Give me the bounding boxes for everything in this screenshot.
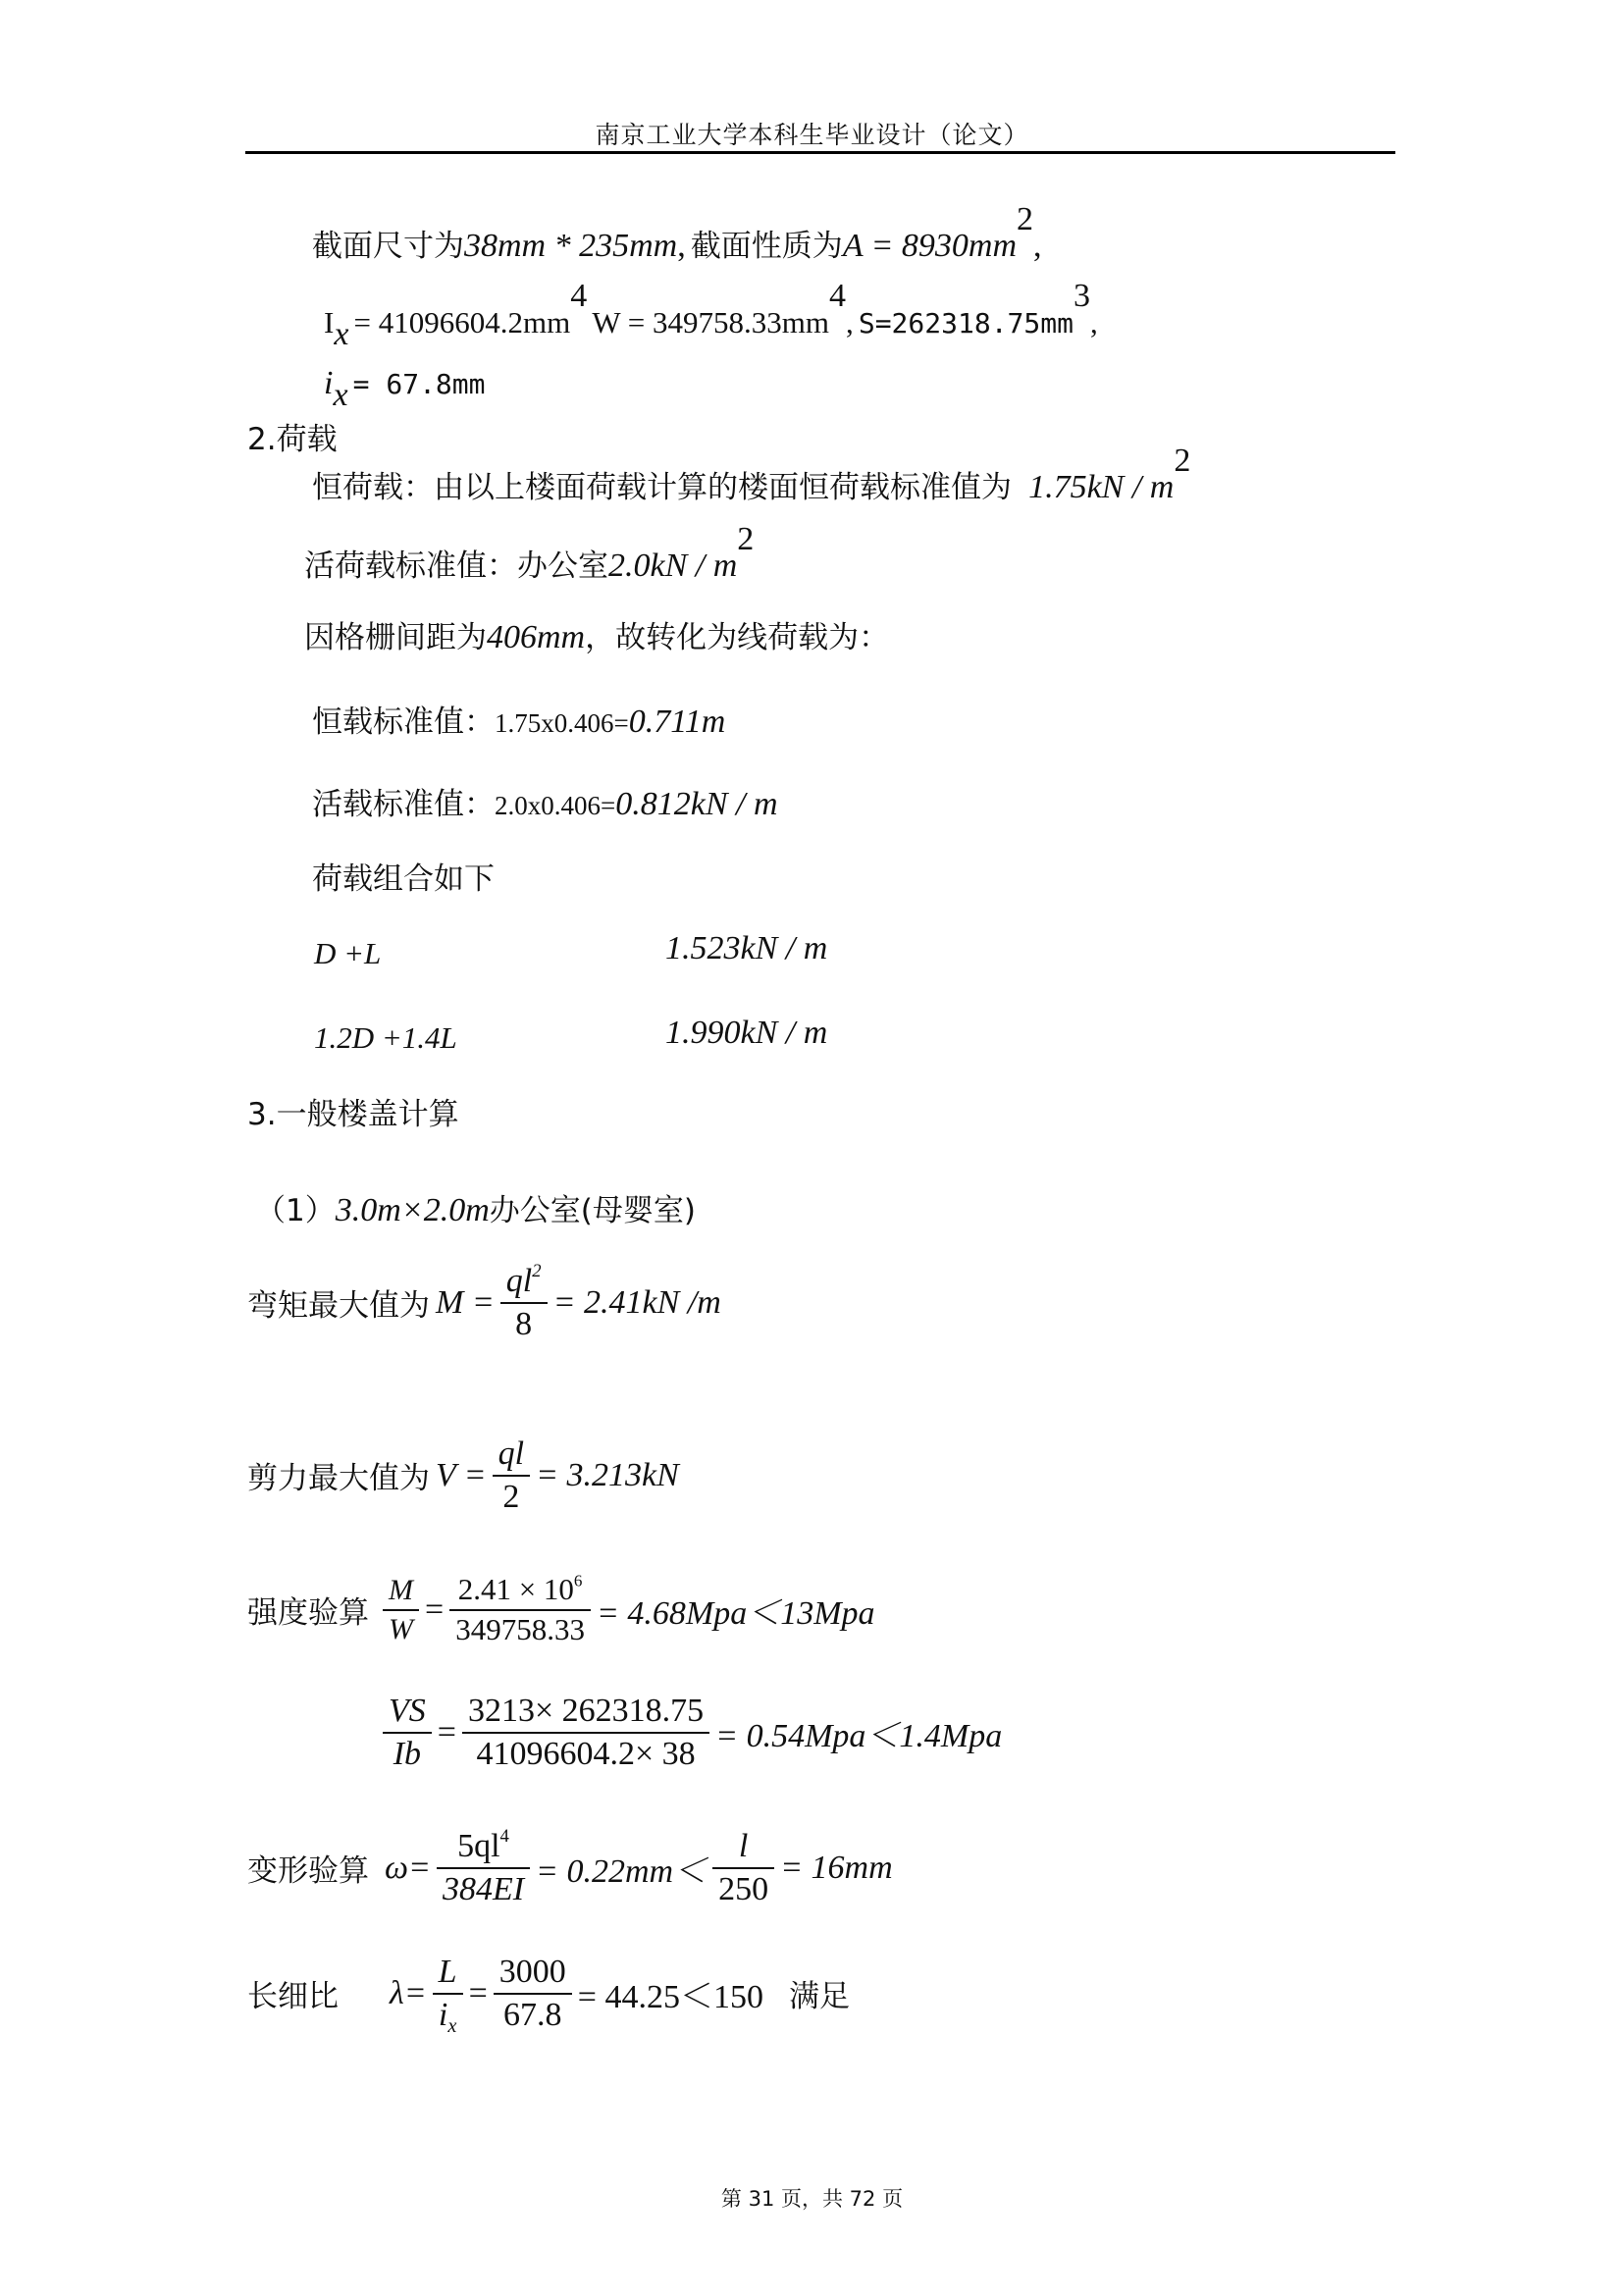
section-area: A = 8930mm xyxy=(842,228,1018,265)
section-dims: 38mm * 235mm xyxy=(464,228,678,265)
deflection-limit-result: = 16mm xyxy=(780,1849,893,1886)
bending-stress-fraction: $\frac{2.41 \times 10^6}{349758.33}$ xyxy=(449,1574,591,1645)
loads-heading: 2.荷载 xyxy=(247,422,338,457)
shear-stress-line: $\frac{VS}{Ib}$ = $\frac{3213\times 262318.75}{41096604.2\times 38}$ = 0.54Mpa＜1.4Mpa xyxy=(377,1694,1002,1771)
shear-stress-result: = 0.54Mpa＜1.4Mpa xyxy=(715,1718,1003,1755)
satisfied-label: 满足 xyxy=(788,1979,850,2015)
deflection-result: = 0.22mm＜ xyxy=(536,1853,707,1891)
header-rule xyxy=(245,151,1395,154)
section-modulus-value: W = 349758.33mm xyxy=(592,305,829,340)
strength-check-line: 强度验算 $\frac{M}{W}$ = $\frac{2.41 \times 10^6}{349758.33}$ = 4.68Mpa＜13Mpa xyxy=(247,1571,875,1646)
slenderness-result: = 44.25＜150 xyxy=(577,1979,763,2016)
inertia-value: = 41096604.2mm xyxy=(353,305,571,340)
deflection-limit-fraction: $\frac{l}{250}$ xyxy=(712,1829,774,1906)
live-line-load: 活载标准值：2.0x0.406=0.812kN / m xyxy=(312,786,778,822)
slenderness-fraction: $\frac{3000}{67.8}$ xyxy=(494,1955,572,2032)
spacing-value: 406mm xyxy=(487,619,586,655)
spacing-line: 因格栅间距为406mm，故转化为线荷载为： xyxy=(304,619,890,655)
page-header: 南京工业大学本科生毕业设计（论文） xyxy=(595,121,1029,149)
deformation-line: 变形验算 ω= $\frac{5ql^4}{384EI}$ = 0.22mm＜ $\frac{l}{250}$ = 16mm xyxy=(247,1826,893,1907)
shear-fraction: $\frac{ql}{2}$ xyxy=(493,1436,530,1514)
static-moment-value: S=262318.75mm xyxy=(858,307,1074,340)
combo-value: 1.523kN / m xyxy=(665,930,828,966)
mw-fraction: $\frac{M}{W}$ xyxy=(383,1575,419,1644)
live-load-value: 2.0kN / m xyxy=(608,548,738,585)
deflection-fraction: $\frac{5ql^4}{384EI}$ xyxy=(437,1829,530,1906)
dead-load-line: 恒荷载：由以上楼面荷载计算的楼面恒荷载标准值为 $1.75kN / m^2$ xyxy=(312,443,1191,506)
page-number: 第 31 页，共 72 页 xyxy=(720,2187,904,2211)
case-title: （1）3.0m×2.0m办公室(母婴室) xyxy=(255,1192,696,1228)
combo-name: 1.2D +1.4L xyxy=(314,1020,457,1055)
moment-result: = 2.41kN /m xyxy=(552,1283,721,1321)
moment-fraction: $\frac{ql^2}{8}$ xyxy=(500,1264,548,1341)
shear-stress-fraction: $\frac{3213\times 262318.75}{41096604.2\times 38}$ xyxy=(462,1694,709,1771)
slenderness-line: 长细比 λ= $\frac{L}{i_x}$ = $\frac{3000}{67.8}$ = 44.25＜150 满足 xyxy=(247,1954,850,2037)
bending-stress-result: = 4.68Mpa＜13Mpa xyxy=(596,1595,875,1633)
vs-ib-fraction: $\frac{VS}{Ib}$ xyxy=(383,1694,432,1771)
dead-line-load: 恒载标准值：1.75x0.406=0.711m xyxy=(312,704,726,740)
radius-gyration-value: = 67.8mm xyxy=(352,368,486,400)
section-inertia-line: $I_x = 41096604.2mm^4$ $W = 349758.33mm^4$, $S=262318.75mm^3$, xyxy=(324,278,1098,353)
shear-line: 剪力最大值为 V = $\frac{ql}{2}$ = 3.213kN xyxy=(247,1435,679,1515)
combo-value: 1.990kN / m xyxy=(665,1015,828,1051)
live-load-line: 活荷载标准值：办公室$2.0kN / m^2$ xyxy=(304,521,755,585)
shear-result: = 3.213kN xyxy=(536,1456,679,1493)
l-over-i-fraction: $\frac{L}{i_x}$ xyxy=(433,1955,463,2032)
moment-line: 弯矩最大值为 M = $\frac{ql^2}{8}$ = 2.41kN /m xyxy=(247,1261,721,1342)
combo-heading: 荷载组合如下 xyxy=(312,861,495,897)
combo-name: D +L xyxy=(314,936,382,970)
case-dims: 3.0m×2.0m xyxy=(335,1192,490,1228)
calc-heading: 3.一般楼盖计算 xyxy=(247,1097,459,1132)
dead-line-value: 0.711m xyxy=(628,704,726,740)
live-line-value: 0.812kN / m xyxy=(615,786,778,822)
radius-gyration-line: $i_x = 67.8mm$ xyxy=(324,365,486,413)
dead-load-value: 1.75kN / m xyxy=(1028,469,1175,506)
section-dimensions-line: 截面尺寸为38mm * 235mm, 截面性质为$A = 8930mm^2$, xyxy=(312,201,1042,265)
